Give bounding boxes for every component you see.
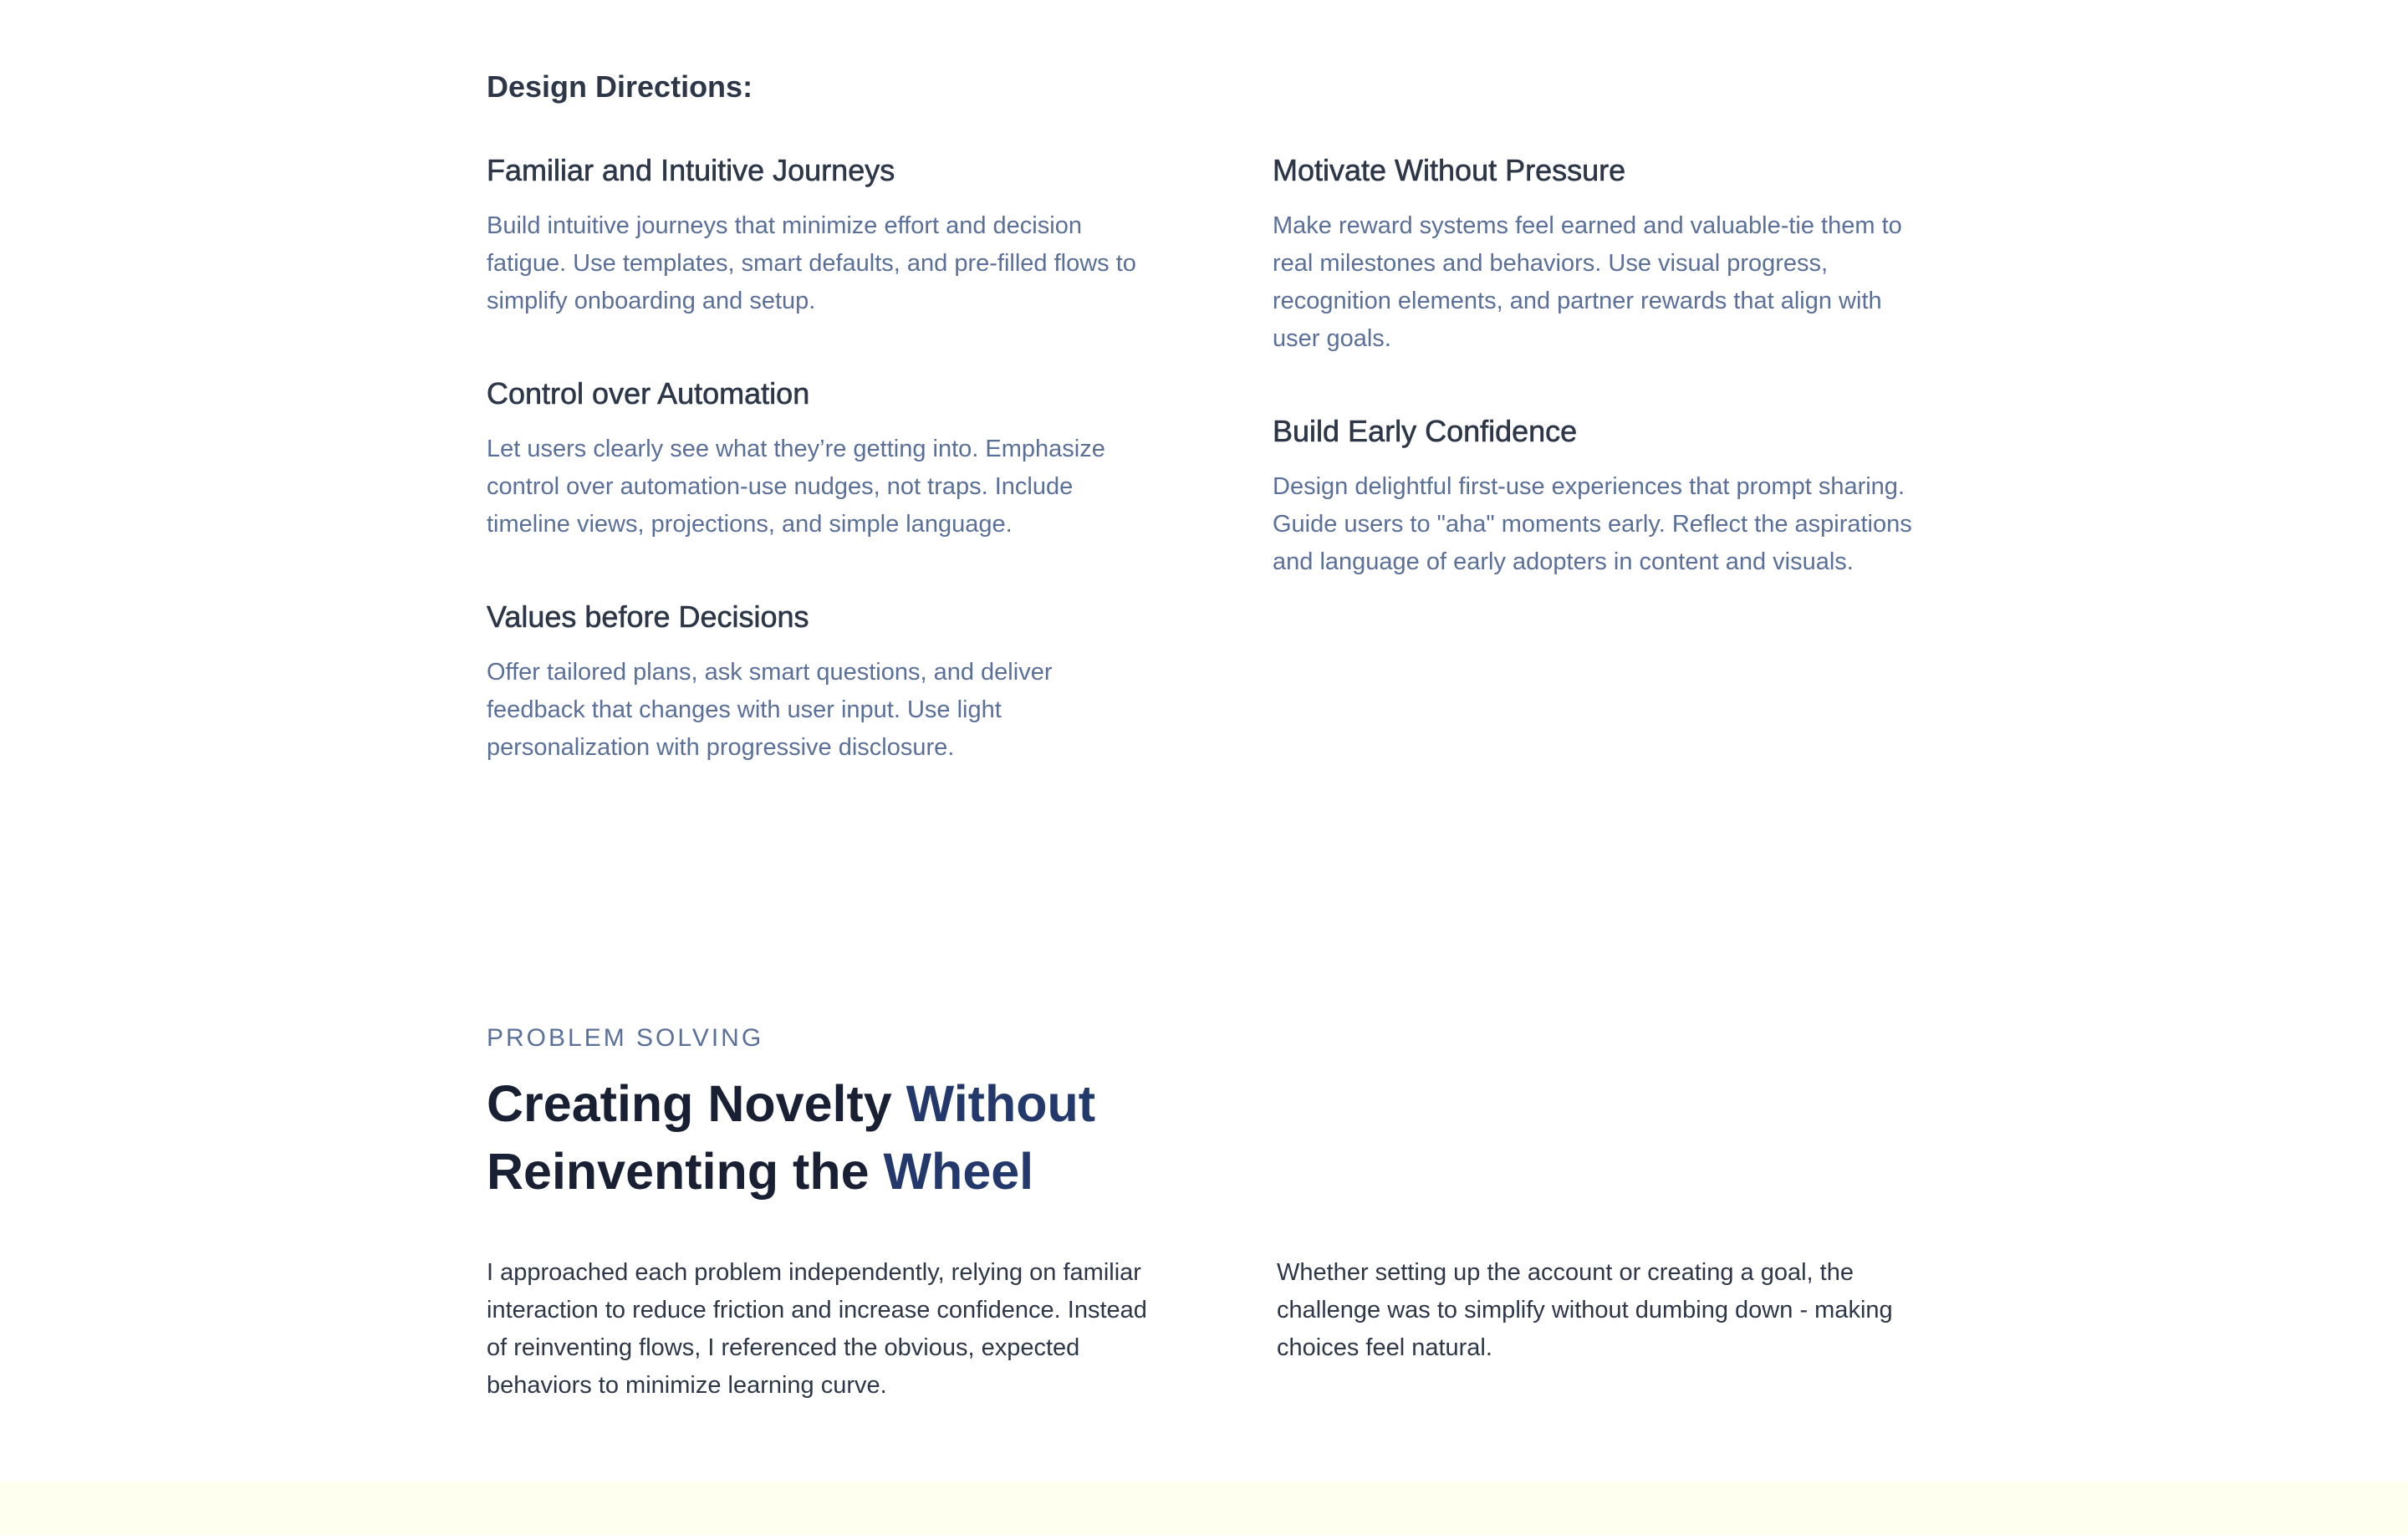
direction-title: Build Early Confidence: [1273, 414, 1578, 448]
problem-solving-body-left: I approached each problem independently, relying on familiar interaction to reduce friction and increase confidence. Instead of reinventing flows, I referenced the obvious, expected behaviors to minimize learning curve.: [487, 1259, 1147, 1399]
direction-body: Make reward systems feel earned and valuable-tie them to real milestones and behaviors. Use visual progress, recognition elements, and partner rewards that align with user goals.: [1273, 212, 1902, 352]
directions-left-column: [487, 150, 1139, 820]
design-directions-heading: Design Directions:: [487, 69, 753, 104]
title-accent-2: Wheel: [883, 1143, 1034, 1200]
direction-build-early-confidence: [1273, 411, 1925, 581]
title-part-2: Reinventing the: [487, 1143, 884, 1200]
problem-solving-body: [487, 1254, 1941, 1405]
title-part-1: Creating Novelty: [487, 1075, 906, 1132]
problem-solving-title: [487, 1070, 1239, 1206]
direction-title: Familiar and Intuitive Journeys: [487, 153, 895, 187]
direction-body: Design delightful first-use experiences that prompt sharing. Guide users to "aha" moments early. Reflect the aspirations and language of early adopters in content and visuals.: [1273, 473, 1912, 575]
direction-title: Control over Automation: [487, 376, 810, 411]
directions-right-column: [1273, 150, 1925, 820]
title-accent-1: Without: [906, 1075, 1096, 1132]
direction-title: Values before Decisions: [487, 599, 809, 634]
problem-solving-body-right: Whether setting up the account or creating a goal, the challenge was to simplify without dumbing down - making choices feel natural.: [1277, 1259, 1893, 1361]
direction-values-before-decisions: [487, 597, 1139, 767]
direction-motivate-without-pressure: [1273, 150, 1925, 358]
direction-body: Build intuitive journeys that minimize effort and decision fatigue. Use templates, smart defaults, and pre-filled flows to simplify onboarding and setup.: [487, 212, 1136, 314]
direction-title: Motivate Without Pressure: [1273, 153, 1626, 187]
direction-familiar-journeys: [487, 150, 1139, 320]
design-directions-grid: [487, 150, 1925, 820]
problem-solving-eyebrow: PROBLEM SOLVING: [487, 1024, 764, 1052]
direction-body: Let users clearly see what they’re getting into. Emphasize control over automation-use nudges, not traps. Include timeline views, projections, and simple language.: [487, 436, 1105, 538]
direction-body: Offer tailored plans, ask smart questions, and deliver feedback that changes with user input. Use light personalization with progressive disclosure.: [487, 659, 1053, 761]
direction-control-over-automation: [487, 374, 1139, 543]
next-section-band: [0, 1481, 2408, 1535]
